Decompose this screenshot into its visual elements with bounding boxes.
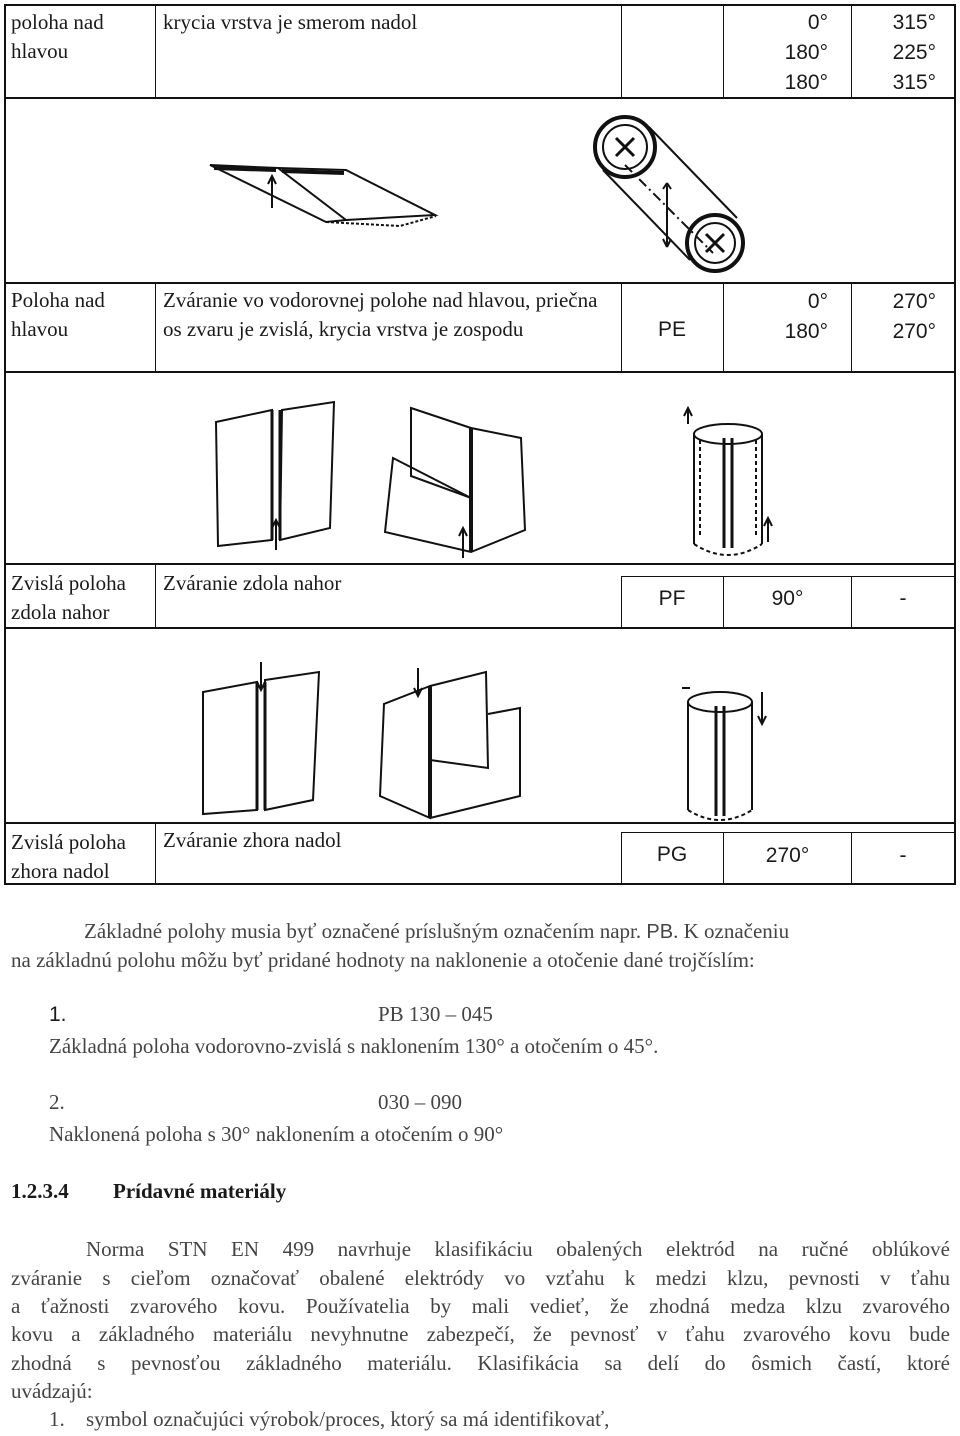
body-line-4: kovu a základného materiálu nevyhnutne zabezpečí, že pevnosť v ťahu zvarového kovu bude — [11, 1322, 950, 1346]
body-line-6: uvádzajú: — [11, 1379, 93, 1403]
paragraph-1-text-a: Základné polohy musia byť označené príslušným označením napr. — [84, 919, 642, 943]
overhead-plates-figure — [200, 150, 440, 250]
body-line-3: a ťažnosti zvarového kovu. Používatelia by mali vedieť, že zhodná medza klzu zvarového — [11, 1294, 950, 1318]
paragraph-1-line-1 — [84, 917, 950, 947]
angle-value: 0° — [807, 11, 828, 34]
row4-angle: 270° — [765, 844, 810, 867]
list-item-1: symbol označujúci výrobok/proces, ktorý sa má identifikovať, — [86, 1407, 610, 1431]
row2-position: Poloha nad hlavou — [11, 288, 105, 341]
angle-value: 0° — [807, 290, 828, 313]
paragraph-1-code: PB — [646, 921, 674, 943]
body-line-1: Norma STN EN 499 navrhuje klasifikáciu obalených elektród na ručné oblúkové — [86, 1237, 950, 1261]
row3-position: Zvislá poloha zdola nahor — [11, 571, 126, 624]
vertical-down-plates-figure — [195, 662, 325, 812]
angle-value: 315° — [892, 11, 936, 34]
row4-description: Zváranie zhora nadol — [163, 828, 342, 852]
row4-dash: - — [899, 844, 907, 867]
angle-value: 180° — [784, 41, 828, 64]
paragraph-1-line-2: na základnú polohu môžu byť pridané hodnoty na naklonenie a otočenie dané trojčíslím: — [11, 948, 755, 972]
vertical-up-pipe-figure — [680, 416, 775, 566]
section-title: Prídavné materiály — [113, 1179, 287, 1203]
example-1-number: 1. — [49, 1003, 67, 1026]
row4-position: Zvislá poloha zhora nadol — [11, 830, 126, 883]
row1-angles-a — [724, 8, 828, 98]
row1-position: poloha nad hlavou — [11, 10, 104, 63]
angle-value: 180° — [784, 320, 828, 343]
row2-code: PE — [657, 318, 686, 341]
list-item-1-number: 1. — [49, 1407, 65, 1431]
vertical-up-plates-figure — [210, 400, 340, 550]
angle-value: 270° — [892, 320, 936, 343]
example-1-description: Základná poloha vodorovno-zvislá s naklonením 130° a otočením o 45°. — [49, 1034, 659, 1058]
row2-angles-b — [852, 287, 936, 347]
row3-angle: 90° — [771, 587, 804, 610]
paragraph-1-text-b: . K označeniu — [673, 919, 790, 943]
example-1-code: PB 130 – 045 — [378, 1002, 493, 1026]
vertical-up-fillet-figure — [375, 402, 550, 562]
angle-value: 180° — [784, 71, 828, 94]
body-line-5: zhodná s pevnosťou základného materiálu. Klasifikácia sa delí do ôsmich častí, ktoré — [11, 1351, 950, 1375]
example-2-number: 2. — [49, 1090, 65, 1114]
angle-value: 225° — [892, 41, 936, 64]
example-2-description: Naklonená poloha s 30° naklonením a otočením o 90° — [49, 1122, 504, 1146]
section-number: 1.2.3.4 — [11, 1179, 69, 1203]
vertical-down-pipe-figure — [680, 682, 775, 832]
row3-code: PF — [658, 587, 686, 610]
row4-code: PG — [656, 843, 688, 866]
row2-angles-a — [724, 287, 828, 347]
overhead-pipe-figure — [585, 115, 760, 280]
row3-description: Zváranie zdola nahor — [163, 571, 342, 595]
row2-description: Zváranie vo vodorovnej polohe nad hlavou, priečna os zvaru je zvislá, krycia vrstva je zospodu — [163, 288, 598, 341]
angle-value: 270° — [892, 290, 936, 313]
row1-description: krycia vrstva je smerom nadol — [163, 10, 418, 34]
row3-dash: - — [899, 587, 907, 610]
vertical-down-fillet-figure — [370, 668, 545, 828]
row1-angles-b — [852, 8, 936, 98]
body-line-2: zváranie s cieľom označovať obalené elektródy vo vzťahu k medzi klzu, pevnosti v ťahu — [11, 1266, 950, 1290]
angle-value: 315° — [892, 71, 936, 94]
example-2-code: 030 – 090 — [378, 1090, 462, 1114]
